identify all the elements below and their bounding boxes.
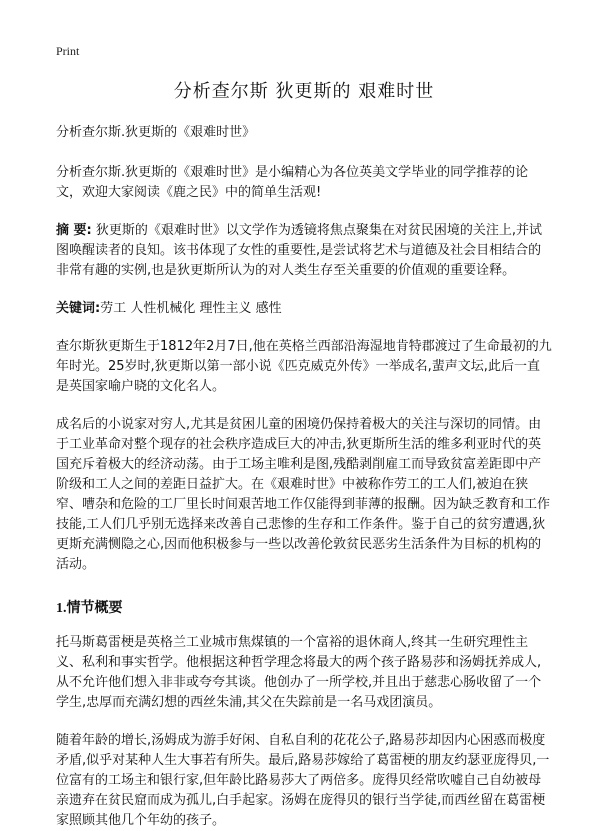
section-paragraph: 随着年龄的增长,汤姆成为游手好闲、自私自利的花花公子,路易莎却因内心困惑而极度矛盾,似乎对某种人生大事若有所失。最后,路易莎嫁给了葛雷梗的朋友约瑟亚庞得贝,一位富有的工场主和银行家,但年龄比路易莎大了两倍多。庞得贝经常吹嘘自己自幼被母亲遗弃在贫民窟而成为孤儿,白手起家。汤姆在庞得贝的银行当学徒,而西丝留在葛雷梗家照顾其他几个年幼的孩子。 bbox=[56, 733, 550, 828]
body-paragraph: 查尔斯狄更斯生于1812年2月7日,他在英格兰西部沿海湿地肯特郡渡过了生命最初的九年时光。25岁时,狄更斯以第一部小说《匹克威克外传》一举成名,蜚声文坛,此后一直是英国家喻户晓的文化名人。 bbox=[56, 339, 552, 394]
abstract-text: 狄更斯的《艰难时世》以文学作为透镜将焦点聚集在对贫民困境的关注上,并试图唤醒读者的良知。该书体现了女性的重要性,是尝试将艺术与道德及社会目相结合的非常有趣的实例,也是狄更斯所认为的对人类生存至关重要的价值观的重要诠释。 bbox=[56, 223, 543, 278]
section-paragraph: 托马斯葛雷梗是英格兰工业城市焦煤镇的一个富裕的退休商人,终其一生研究理性主义、私利和事实哲学。他根据这种哲学理念将最大的两个孩子路易莎和汤姆抚养成人,从不允许他们想入非非或夸夸其谈。他创办了一所学校,并且出于慈悲心肠收留了一个学生,忠厚而充满幻想的西丝朱浦,其父在失踪前是一名马戏团演员。 bbox=[56, 635, 542, 710]
section-heading: 1.情节概要 bbox=[56, 601, 123, 616]
abstract-paragraph bbox=[56, 221, 552, 281]
keywords-text: 劳工 人性机械化 理性主义 感性 bbox=[100, 301, 282, 316]
document-subtitle: 分析查尔斯.狄更斯的《艰难时世》 bbox=[56, 125, 256, 140]
keywords-paragraph bbox=[56, 299, 552, 319]
print-label[interactable]: Print bbox=[56, 44, 80, 58]
body-paragraph: 成名后的小说家对穷人,尤其是贫困儿童的困境仍保持着极大的关注与深切的同情。由于工业革命对整个现存的社会秩序造成巨大的冲击,狄更斯所生活的维多利亚时代的英国充斥着极大的经济动荡。由于工场主唯利是图,残酷剥削雇工而导致贫富差距即中产阶级和工人之间的差距日益扩大。在《艰难时世》中被称作劳工的工人们,被迫在狭窄、嘈杂和危险的工厂里长时间艰苦地工作仅能得到菲薄的报酬。因为缺乏教育和工作技能,工人们几乎别无选择来改善自己悲惨的生存和工作条件。鉴于自己的贫穷遭遇,狄更斯充满恻隐之心,因而他积极参与一些以改善伦敦贫民恶劣生活条件为目标的机构的活动。 bbox=[56, 417, 551, 572]
keywords-label: 关键词: bbox=[56, 301, 101, 316]
document-title: 分析查尔斯 狄更斯的 艰难时世 bbox=[173, 81, 435, 102]
intro-paragraph: 分析查尔斯.狄更斯的《艰难时世》是小编精心为各位英美文学毕业的同学推荐的论文，欢迎大家阅读《鹿之民》中的简单生活观! bbox=[56, 165, 529, 200]
abstract-label: 摘 要: bbox=[56, 223, 92, 238]
